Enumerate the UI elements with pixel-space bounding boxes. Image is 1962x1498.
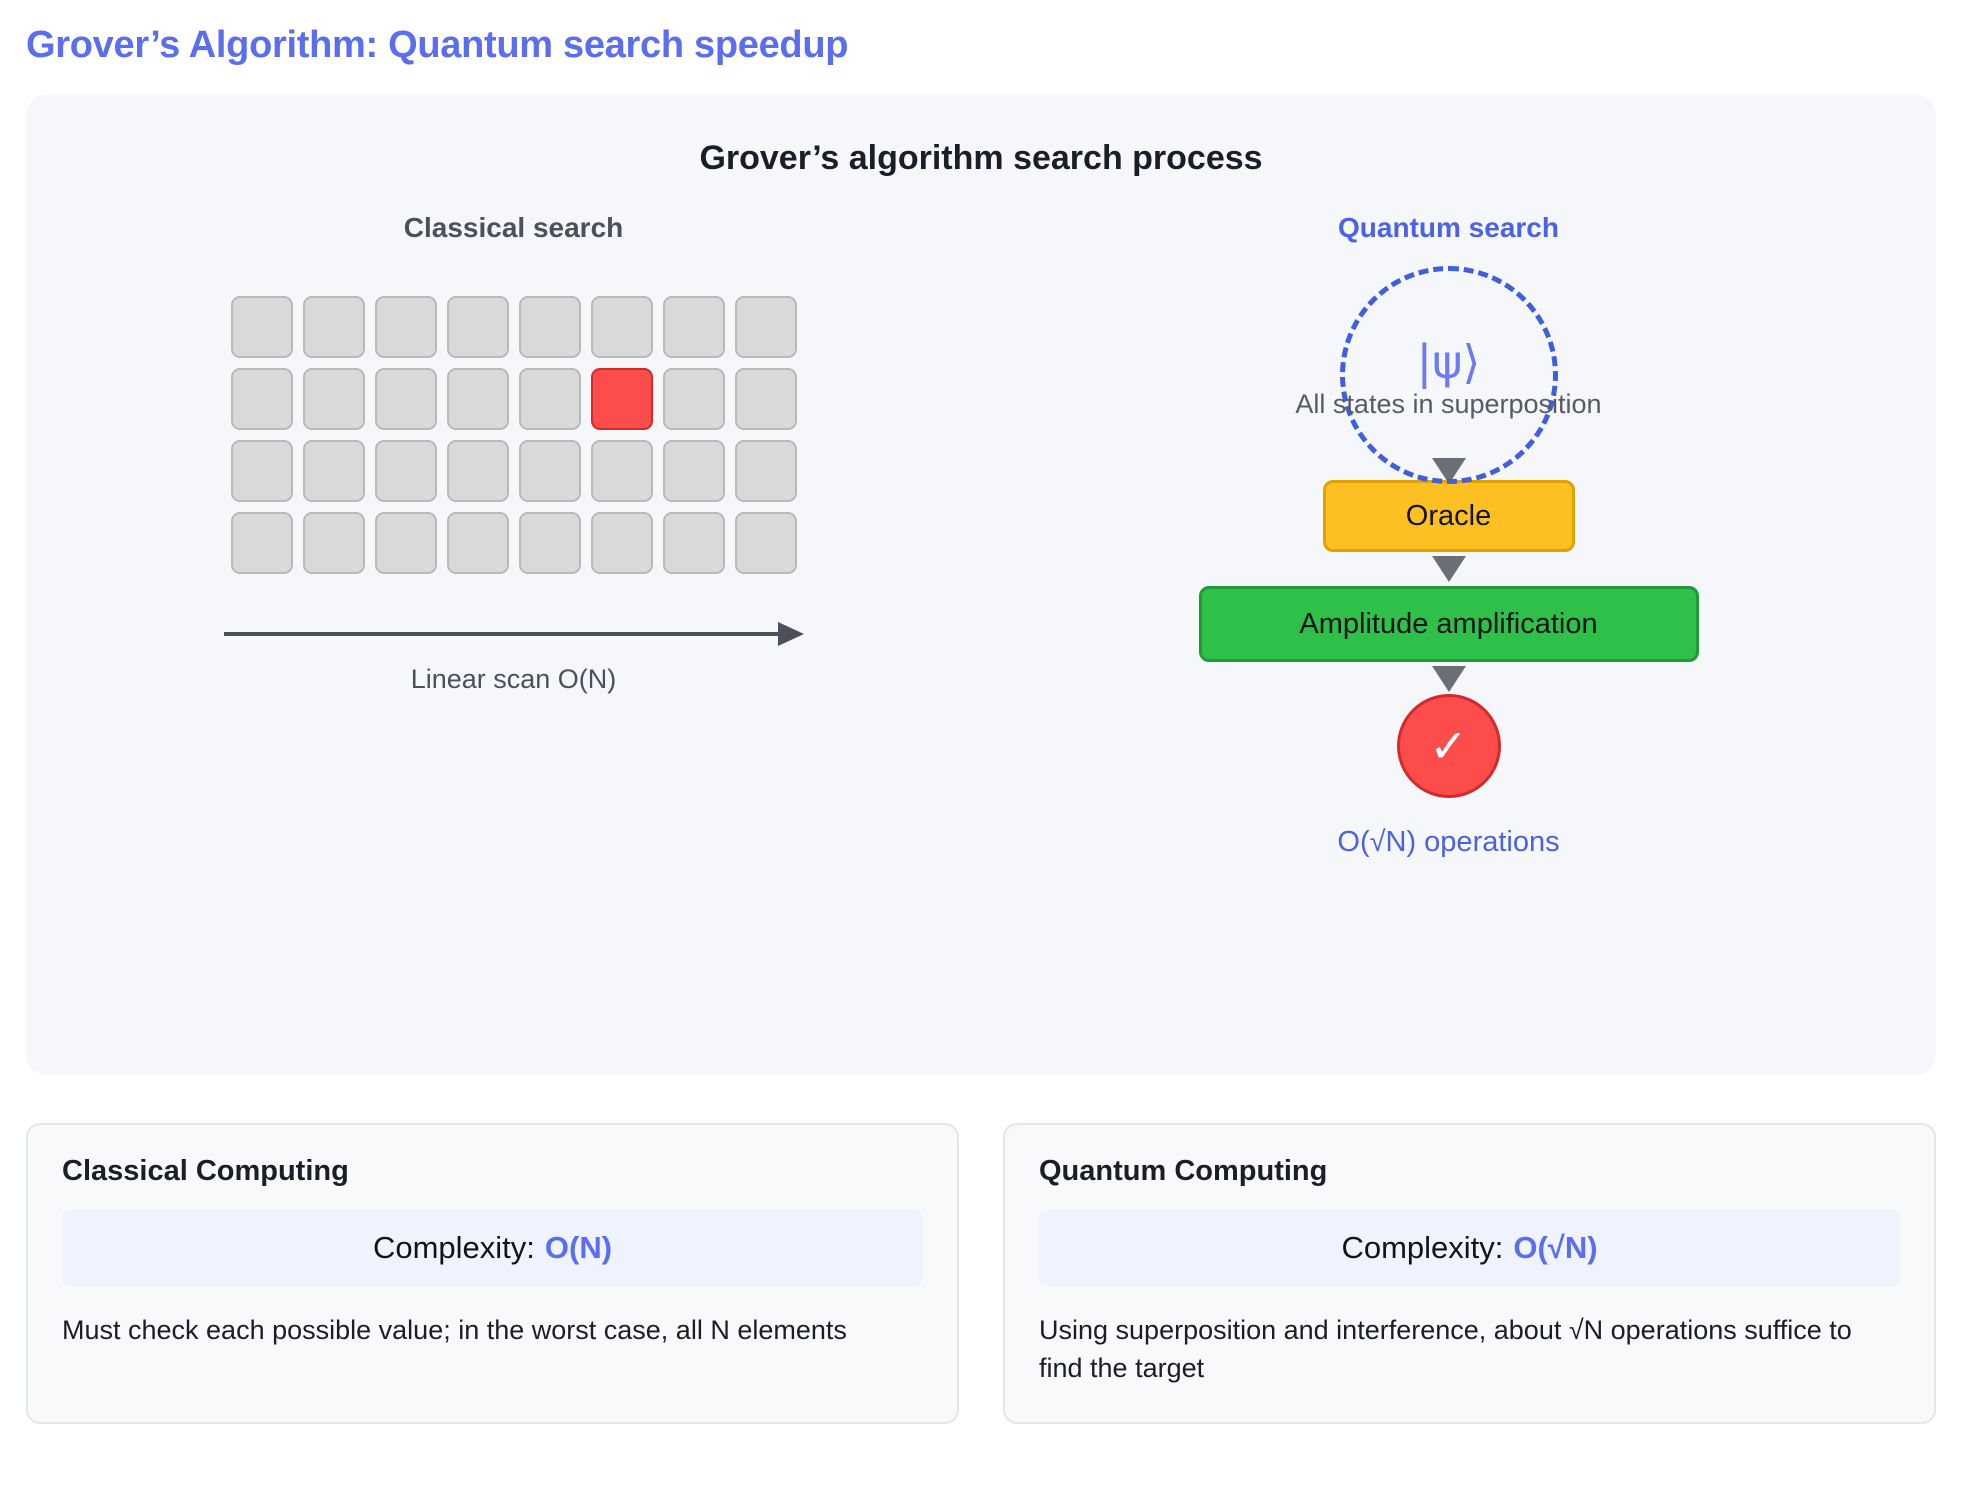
amplitude-amplification-node: Amplitude amplification bbox=[1199, 586, 1699, 662]
grid-cell bbox=[663, 440, 725, 502]
complexity-value: O(N) bbox=[544, 1230, 613, 1265]
grid-cell bbox=[663, 368, 725, 430]
classical-search-column bbox=[46, 212, 981, 859]
diagram-title: Grover’s algorithm search process bbox=[699, 139, 1263, 177]
grid-cell bbox=[663, 512, 725, 574]
scan-arrow-icon bbox=[224, 620, 804, 646]
grid-cell bbox=[519, 440, 581, 502]
superposition-circle bbox=[1295, 266, 1602, 484]
grid-cell bbox=[591, 512, 653, 574]
complexity-label: Complexity: bbox=[1341, 1230, 1504, 1265]
grid-cell bbox=[735, 512, 797, 574]
superposition-label: All states in superposition bbox=[1295, 389, 1602, 419]
card-description: Using superposition and interference, about √N operations suffice to find the target bbox=[1039, 1315, 1852, 1383]
page-title: Grover’s Algorithm: Quantum search speedup bbox=[26, 24, 849, 66]
card-title: Classical Computing bbox=[62, 1155, 349, 1187]
grid-cell bbox=[375, 296, 437, 358]
quantum-flow bbox=[981, 266, 1916, 859]
grid-cell bbox=[447, 368, 509, 430]
quantum-search-heading: Quantum search bbox=[1338, 212, 1559, 243]
grid-cell bbox=[375, 512, 437, 574]
classical-computing-card bbox=[26, 1123, 959, 1424]
classical-grid-wrap bbox=[224, 296, 804, 574]
card-description: Must check each possible value; in the worst case, all N elements bbox=[62, 1315, 847, 1345]
info-cards bbox=[26, 1123, 1936, 1424]
grid-cell bbox=[663, 296, 725, 358]
diagram-card bbox=[26, 95, 1936, 1075]
complexity-value: O(√N) bbox=[1513, 1230, 1598, 1265]
classical-grid bbox=[224, 296, 804, 574]
grid-cell bbox=[591, 440, 653, 502]
grid-cell bbox=[231, 512, 293, 574]
grid-cell bbox=[231, 368, 293, 430]
grid-cell bbox=[447, 440, 509, 502]
grid-cell bbox=[303, 440, 365, 502]
grid-cell bbox=[519, 296, 581, 358]
grid-cell bbox=[303, 368, 365, 430]
grid-cell bbox=[735, 368, 797, 430]
grid-cell bbox=[303, 296, 365, 358]
complexity-label: Complexity: bbox=[372, 1230, 535, 1265]
grid-cell bbox=[375, 368, 437, 430]
grid-cell bbox=[375, 440, 437, 502]
quantum-operations-label: O(√N) operations bbox=[1337, 826, 1560, 858]
grid-cell bbox=[519, 368, 581, 430]
grid-cell bbox=[735, 296, 797, 358]
grid-cell bbox=[231, 440, 293, 502]
grid-cell bbox=[303, 512, 365, 574]
oracle-node: Oracle bbox=[1323, 480, 1575, 552]
quantum-computing-card bbox=[1003, 1123, 1936, 1424]
linear-scan-label: Linear scan O(N) bbox=[410, 664, 617, 694]
complexity-box bbox=[1039, 1210, 1900, 1286]
psi-ket-symbol: |ψ⟩ bbox=[1416, 335, 1481, 389]
grid-cell bbox=[591, 296, 653, 358]
quantum-search-column bbox=[981, 212, 1916, 859]
arrow-down-icon bbox=[1432, 556, 1466, 582]
card-title: Quantum Computing bbox=[1039, 1155, 1328, 1187]
grid-cell-target bbox=[591, 368, 653, 430]
complexity-box bbox=[62, 1210, 923, 1286]
grid-cell bbox=[447, 296, 509, 358]
grid-cell bbox=[735, 440, 797, 502]
result-check-icon: ✓ bbox=[1397, 694, 1501, 798]
diagram-columns bbox=[46, 212, 1916, 859]
arrow-down-icon bbox=[1432, 666, 1466, 692]
grid-cell bbox=[231, 296, 293, 358]
linear-scan-area bbox=[224, 620, 804, 695]
grid-cell bbox=[519, 512, 581, 574]
grid-cell bbox=[447, 512, 509, 574]
classical-search-heading: Classical search bbox=[403, 212, 624, 243]
